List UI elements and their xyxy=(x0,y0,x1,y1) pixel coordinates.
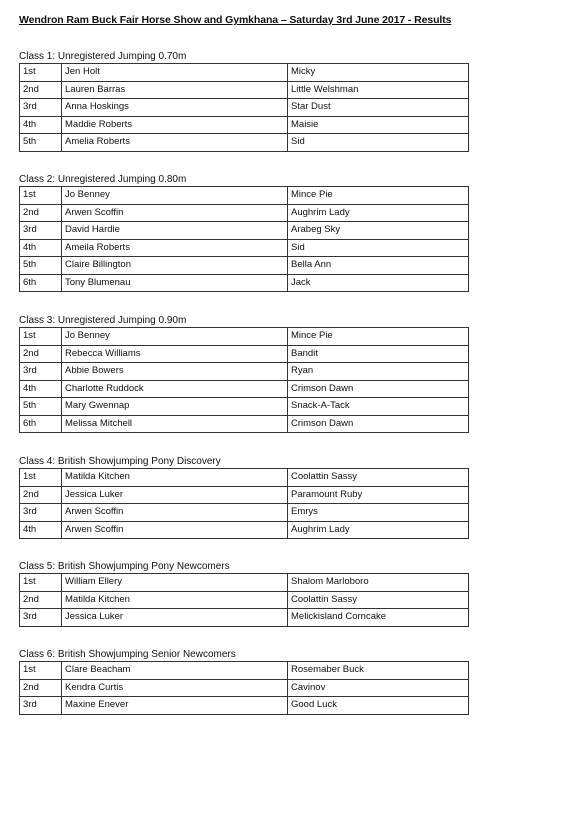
table-row xyxy=(20,81,469,99)
class-section xyxy=(19,51,468,152)
horse-cell: Good Luck xyxy=(288,697,469,715)
placing-cell: 6th xyxy=(20,274,62,292)
placing-cell: 2nd xyxy=(20,345,62,363)
class-section xyxy=(19,456,468,539)
rider-cell: Kendra Curtis xyxy=(62,679,288,697)
horse-cell: Rosemaber Buck xyxy=(288,662,469,680)
class-heading: Class 6: British Showjumping Senior Newcomers xyxy=(19,649,236,660)
rider-cell: Arwen Scoffin xyxy=(62,504,288,522)
table-row xyxy=(20,328,469,346)
table-row xyxy=(20,274,469,292)
placing-cell: 1st xyxy=(20,328,62,346)
rider-cell: Jessica Luker xyxy=(62,486,288,504)
placing-cell: 4th xyxy=(20,521,62,539)
rider-cell: Abbie Bowers xyxy=(62,363,288,381)
table-row xyxy=(20,609,469,627)
table-row xyxy=(20,662,469,680)
rider-cell: Arwen Scoffin xyxy=(62,204,288,222)
horse-cell: Emrys xyxy=(288,504,469,522)
horse-cell: Cavinov xyxy=(288,679,469,697)
table-row xyxy=(20,697,469,715)
rider-cell: Jen Holt xyxy=(62,64,288,82)
placing-cell: 3rd xyxy=(20,504,62,522)
placing-cell: 5th xyxy=(20,398,62,416)
horse-cell: Star Dust xyxy=(288,99,469,117)
rider-cell: Melissa Mitchell xyxy=(62,415,288,433)
table-row xyxy=(20,187,469,205)
horse-cell: Bella Ann xyxy=(288,257,469,275)
placing-cell: 3rd xyxy=(20,609,62,627)
rider-cell: Maxine Enever xyxy=(62,697,288,715)
placing-cell: 2nd xyxy=(20,679,62,697)
placing-cell: 1st xyxy=(20,187,62,205)
rider-cell: Ameila Roberts xyxy=(62,239,288,257)
table-row xyxy=(20,134,469,152)
placing-cell: 3rd xyxy=(20,697,62,715)
horse-cell: Crimson Dawn xyxy=(288,380,469,398)
placing-cell: 1st xyxy=(20,662,62,680)
rider-cell: Claire Billington xyxy=(62,257,288,275)
class-section xyxy=(19,649,468,715)
results-table xyxy=(19,468,469,539)
horse-cell: Mince Pie xyxy=(288,187,469,205)
horse-cell: Paramount Ruby xyxy=(288,486,469,504)
table-row xyxy=(20,257,469,275)
rider-cell: Clare Beacham xyxy=(62,662,288,680)
rider-cell: Amelia Roberts xyxy=(62,134,288,152)
table-row xyxy=(20,486,469,504)
placing-cell: 4th xyxy=(20,116,62,134)
horse-cell: Micky xyxy=(288,64,469,82)
rider-cell: Jessica Luker xyxy=(62,609,288,627)
results-table xyxy=(19,186,469,292)
table-row xyxy=(20,239,469,257)
horse-cell: Coolattin Sassy xyxy=(288,469,469,487)
horse-cell: Crimson Dawn xyxy=(288,415,469,433)
table-row xyxy=(20,591,469,609)
placing-cell: 1st xyxy=(20,469,62,487)
rider-cell: Lauren Barras xyxy=(62,81,288,99)
horse-cell: Bandit xyxy=(288,345,469,363)
horse-cell: Sid xyxy=(288,239,469,257)
document-title: Wendron Ram Buck Fair Horse Show and Gymkhana – Saturday 3rd June 2017 - Results xyxy=(19,14,452,26)
horse-cell: Melickisland Corncake xyxy=(288,609,469,627)
class-section xyxy=(19,315,468,433)
placing-cell: 2nd xyxy=(20,204,62,222)
horse-cell: Snack-A-Tack xyxy=(288,398,469,416)
horse-cell: Shalom Marloboro xyxy=(288,574,469,592)
placing-cell: 3rd xyxy=(20,99,62,117)
table-row xyxy=(20,521,469,539)
rider-cell: Arwen Scoffin xyxy=(62,521,288,539)
table-row xyxy=(20,504,469,522)
table-row xyxy=(20,99,469,117)
horse-cell: Coolattin Sassy xyxy=(288,591,469,609)
rider-cell: Matilda Kitchen xyxy=(62,591,288,609)
table-row xyxy=(20,469,469,487)
rider-cell: Mary Gwennap xyxy=(62,398,288,416)
class-heading: Class 3: Unregistered Jumping 0.90m xyxy=(19,315,187,326)
table-row xyxy=(20,380,469,398)
rider-cell: Maddie Roberts xyxy=(62,116,288,134)
horse-cell: Aughrim Lady xyxy=(288,521,469,539)
placing-cell: 2nd xyxy=(20,591,62,609)
horse-cell: Aughrim Lady xyxy=(288,204,469,222)
class-heading: Class 1: Unregistered Jumping 0.70m xyxy=(19,51,187,62)
table-row xyxy=(20,398,469,416)
placing-cell: 5th xyxy=(20,134,62,152)
horse-cell: Mince Pie xyxy=(288,328,469,346)
placing-cell: 2nd xyxy=(20,81,62,99)
placing-cell: 1st xyxy=(20,574,62,592)
table-row xyxy=(20,363,469,381)
class-heading: Class 5: British Showjumping Pony Newcomers xyxy=(19,561,230,572)
placing-cell: 1st xyxy=(20,64,62,82)
table-row xyxy=(20,64,469,82)
results-table xyxy=(19,327,469,433)
class-section xyxy=(19,561,468,627)
placing-cell: 2nd xyxy=(20,486,62,504)
class-heading: Class 4: British Showjumping Pony Discovery xyxy=(19,456,221,467)
horse-cell: Maisie xyxy=(288,116,469,134)
horse-cell: Ryan xyxy=(288,363,469,381)
table-row xyxy=(20,204,469,222)
placing-cell: 3rd xyxy=(20,363,62,381)
table-row xyxy=(20,679,469,697)
class-section xyxy=(19,174,468,292)
placing-cell: 6th xyxy=(20,415,62,433)
table-row xyxy=(20,574,469,592)
rider-cell: Tony Blumenau xyxy=(62,274,288,292)
rider-cell: William Ellery xyxy=(62,574,288,592)
horse-cell: Sid xyxy=(288,134,469,152)
rider-cell: Jo Benney xyxy=(62,328,288,346)
rider-cell: David Hardie xyxy=(62,222,288,240)
table-row xyxy=(20,222,469,240)
rider-cell: Anna Hoskings xyxy=(62,99,288,117)
results-table xyxy=(19,573,469,627)
table-row xyxy=(20,345,469,363)
placing-cell: 3rd xyxy=(20,222,62,240)
rider-cell: Jo Benney xyxy=(62,187,288,205)
results-table xyxy=(19,63,469,152)
rider-cell: Rebecca Williams xyxy=(62,345,288,363)
placing-cell: 5th xyxy=(20,257,62,275)
rider-cell: Matilda Kitchen xyxy=(62,469,288,487)
placing-cell: 4th xyxy=(20,239,62,257)
class-heading: Class 2: Unregistered Jumping 0.80m xyxy=(19,174,187,185)
table-row xyxy=(20,116,469,134)
results-table xyxy=(19,661,469,715)
horse-cell: Little Welshman xyxy=(288,81,469,99)
horse-cell: Jack xyxy=(288,274,469,292)
placing-cell: 4th xyxy=(20,380,62,398)
rider-cell: Charlotte Ruddock xyxy=(62,380,288,398)
horse-cell: Arabeg Sky xyxy=(288,222,469,240)
table-row xyxy=(20,415,469,433)
